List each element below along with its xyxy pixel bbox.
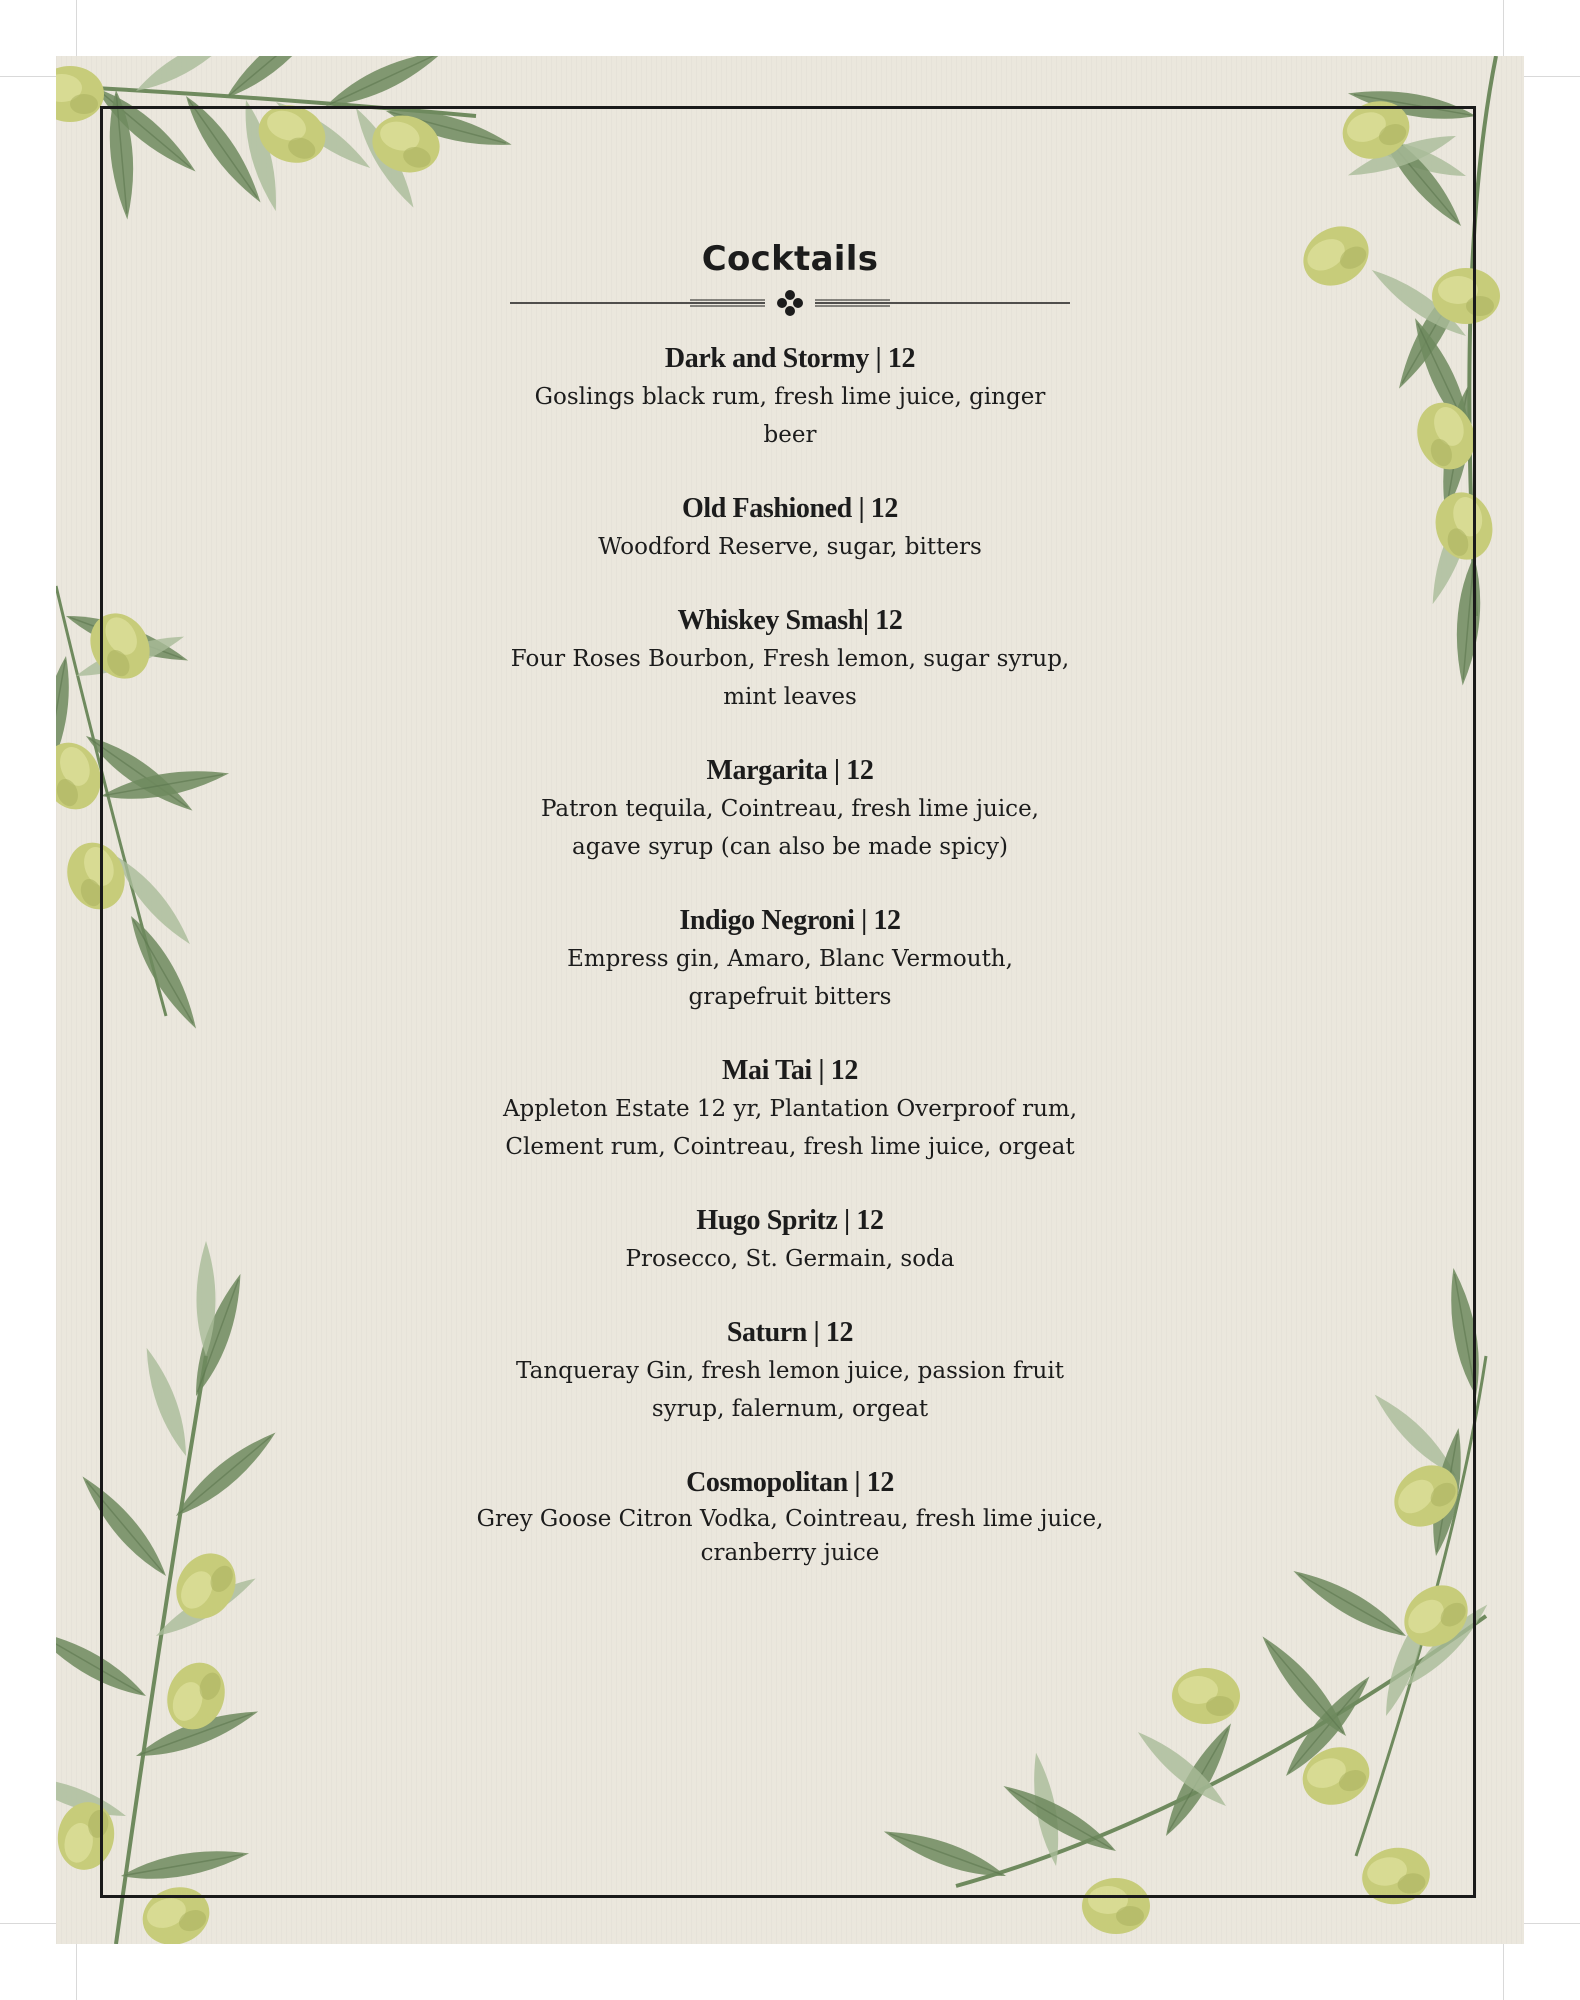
fleuron-icon [510,288,1070,318]
cocktail-description: Four Roses Bourbon, Fresh lemon, sugar syrup, mint leaves [510,646,1070,710]
list-item [400,340,1180,454]
cocktail-name: Hugo Spritz | 12 [696,1205,884,1236]
cocktail-name: Whiskey Smash| 12 [677,605,903,636]
crop-mark [0,1923,56,1924]
cocktail-name: Mai Tai | 12 [722,1055,858,1086]
cocktail-description: Patron tequila, Cointreau, fresh lime juice, agave syrup (can also be made spicy) [540,796,1039,860]
list-item [400,602,1180,716]
list-item [400,1314,1180,1428]
cocktail-list [400,340,1180,1570]
menu-title: Cocktails [701,239,879,279]
cocktail-name: Dark and Stormy | 12 [664,343,916,374]
cocktail-name: Saturn | 12 [726,1317,854,1348]
cocktail-description: Appleton Estate 12 yr, Plantation Overproof rum, Clement rum, Cointreau, fresh lime juice, orgeat [502,1096,1078,1160]
cocktail-description: Empress gin, Amaro, Blanc Vermouth, grapefruit bitters [567,946,1013,1010]
list-item [400,752,1180,866]
cocktail-name: Old Fashioned | 12 [681,493,899,524]
cocktail-name: Indigo Negroni | 12 [679,905,901,936]
cocktail-name: Margarita | 12 [706,755,874,786]
crop-mark [76,1944,77,2000]
cocktail-description: Tanqueray Gin, fresh lemon juice, passion fruit syrup, falernum, orgeat [516,1358,1064,1422]
list-item [400,490,1180,566]
cocktail-description: Grey Goose Citron Vodka, Cointreau, fresh lime juice, cranberry juice [476,1506,1104,1566]
list-item [400,1464,1180,1570]
cocktail-name: Cosmopolitan | 12 [686,1467,894,1498]
crop-mark [76,0,77,56]
cocktail-description: Woodford Reserve, sugar, bitters [598,534,982,560]
menu-content [400,236,1180,1606]
crop-mark [0,76,56,77]
crop-mark [1503,1944,1504,2000]
list-item [400,902,1180,1016]
crop-mark [1524,76,1580,77]
crop-mark [1524,1923,1580,1924]
menu-page [56,56,1524,1944]
list-item [400,1202,1180,1278]
crop-mark [1503,0,1504,56]
cocktail-description: Prosecco, St. Germain, soda [625,1246,955,1272]
cocktail-description: Goslings black rum, fresh lime juice, ginger beer [534,384,1046,448]
list-item [400,1052,1180,1166]
